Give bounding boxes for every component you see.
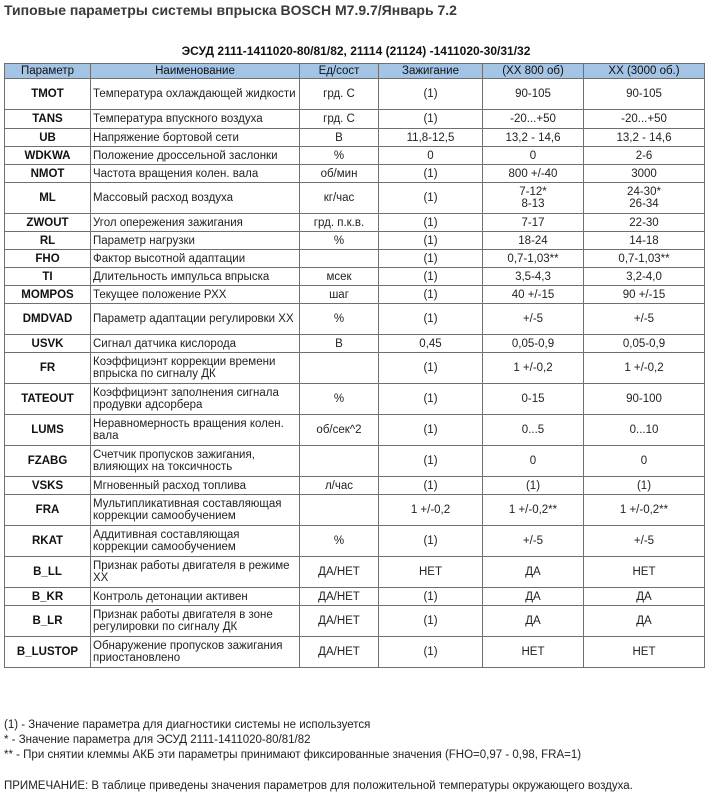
xx800-cell: 90-105 (483, 79, 584, 110)
param-cell: LUMS (5, 415, 91, 446)
unit-cell: об/сек^2 (300, 415, 379, 446)
name-cell: Фактор высотной адаптации (91, 250, 300, 268)
ignition-cell: (1) (379, 110, 483, 129)
name-cell: Температура охлаждающей жидкости (91, 79, 300, 110)
xx3000-cell: 22-30 (584, 214, 705, 232)
name-cell: Параметр нагрузки (91, 232, 300, 250)
ignition-cell: (1) (379, 415, 483, 446)
xx800-cell: -20...+50 (483, 110, 584, 129)
xx3000-cell: 1 +/-0,2** (584, 495, 705, 526)
unit-cell: ДА/НЕТ (300, 557, 379, 588)
xx800-cell: 0-15 (483, 384, 584, 415)
name-cell: Неравномерность вращения колен. вала (91, 415, 300, 446)
ignition-cell: (1) (379, 286, 483, 304)
name-cell: Мультипликативная составляющая коррекции самообучением (91, 495, 300, 526)
ignition-cell: 0 (379, 147, 483, 165)
param-cell: MOMPOS (5, 286, 91, 304)
unit-cell: В (300, 129, 379, 147)
ignition-cell: (1) (379, 183, 483, 214)
name-cell: Температура впускного воздуха (91, 110, 300, 129)
name-cell: Коэффициэнт коррекции времени впрыска по сигналу ДК (91, 353, 300, 384)
xx800-cell: 3,5-4,3 (483, 268, 584, 286)
xx800-cell: 1 +/-0,2** (483, 495, 584, 526)
name-cell: Угол опережения зажигания (91, 214, 300, 232)
table-row (5, 304, 705, 335)
name-cell: Массовый расход воздуха (91, 183, 300, 214)
ignition-cell: (1) (379, 165, 483, 183)
param-cell: B_KR (5, 588, 91, 606)
unit-cell (300, 353, 379, 384)
xx800-cell: ДА (483, 557, 584, 588)
table-row (5, 335, 705, 353)
unit-cell: ДА/НЕТ (300, 606, 379, 637)
unit-cell: шаг (300, 286, 379, 304)
table-header-row (5, 64, 705, 79)
xx3000-cell-line: 26-34 (629, 198, 659, 210)
ignition-cell: 0,45 (379, 335, 483, 353)
ignition-cell: (1) (379, 606, 483, 637)
xx800-cell: ДА (483, 606, 584, 637)
param-cell: FR (5, 353, 91, 384)
table-row (5, 110, 705, 129)
xx3000-cell: ДА (584, 588, 705, 606)
ignition-cell: (1) (379, 232, 483, 250)
table-row (5, 183, 705, 214)
param-cell: B_LUSTOP (5, 637, 91, 668)
ignition-cell: (1) (379, 477, 483, 495)
table-row (5, 557, 705, 588)
ignition-cell: (1) (379, 79, 483, 110)
table-row (5, 606, 705, 637)
table-subtitle: ЭСУД 2111-1411020-80/81/82, 21114 (21124) -1411020-30/31/32 (181, 44, 531, 58)
ignition-cell: (1) (379, 353, 483, 384)
name-cell: Текущее положение РХХ (91, 286, 300, 304)
parameters-table (4, 63, 705, 668)
xx3000-cell: 0,7-1,03** (584, 250, 705, 268)
unit-cell (300, 250, 379, 268)
xx3000-cell: НЕТ (584, 557, 705, 588)
param-cell: VSKS (5, 477, 91, 495)
xx800-cell: +/-5 (483, 526, 584, 557)
xx3000-cell: 3,2-4,0 (584, 268, 705, 286)
unit-cell: грд. п.к.в. (300, 214, 379, 232)
unit-cell (300, 495, 379, 526)
footnote-star: * - Значение параметра для ЭСУД 2111-1411020-80/81/82 (4, 734, 311, 746)
name-cell: Параметр адаптации регулировки ХХ (91, 304, 300, 335)
name-cell: Признак работы двигателя в режиме ХХ (91, 557, 300, 588)
param-cell: USVK (5, 335, 91, 353)
param-cell: UB (5, 129, 91, 147)
xx3000-cell: 90-100 (584, 384, 705, 415)
xx3000-cell: 0...10 (584, 415, 705, 446)
unit-cell: мсек (300, 268, 379, 286)
unit-cell: В (300, 335, 379, 353)
xx3000-cell: 1 +/-0,2 (584, 353, 705, 384)
unit-cell: % (300, 304, 379, 335)
xx800-cell: 0 (483, 446, 584, 477)
unit-cell: % (300, 147, 379, 165)
name-cell: Мгновенный расход топлива (91, 477, 300, 495)
param-cell: DMDVAD (5, 304, 91, 335)
xx3000-cell (584, 183, 705, 214)
unit-cell: об/мин (300, 165, 379, 183)
param-cell: WDKWA (5, 147, 91, 165)
ignition-cell: (1) (379, 446, 483, 477)
param-cell: TATEOUT (5, 384, 91, 415)
ignition-cell: 11,8-12,5 (379, 129, 483, 147)
param-cell: B_LL (5, 557, 91, 588)
header-xx800: (XX 800 об) (483, 64, 584, 79)
ignition-cell: (1) (379, 588, 483, 606)
ignition-cell: (1) (379, 304, 483, 335)
param-cell: TMOT (5, 79, 91, 110)
ignition-cell: (1) (379, 526, 483, 557)
param-cell: FRA (5, 495, 91, 526)
table-row (5, 353, 705, 384)
name-cell: Счетчик пропусков зажигания, влияющих на токсичность (91, 446, 300, 477)
xx3000-cell: -20...+50 (584, 110, 705, 129)
table-row (5, 232, 705, 250)
unit-cell: л/час (300, 477, 379, 495)
name-cell: Признак работы двигателя в зоне регулировки по сигналу ДК (91, 606, 300, 637)
xx3000-cell: ДА (584, 606, 705, 637)
table-row (5, 588, 705, 606)
unit-cell: % (300, 526, 379, 557)
xx800-cell: (1) (483, 477, 584, 495)
xx3000-cell: 3000 (584, 165, 705, 183)
page-title: Типовые параметры системы впрыска BOSCH M7.9.7/Январь 7.2 (4, 2, 457, 18)
unit-cell: ДА/НЕТ (300, 588, 379, 606)
param-cell: B_LR (5, 606, 91, 637)
param-cell: FZABG (5, 446, 91, 477)
xx3000-cell: +/-5 (584, 304, 705, 335)
table-row (5, 214, 705, 232)
xx3000-cell: НЕТ (584, 637, 705, 668)
unit-cell: кг/час (300, 183, 379, 214)
xx800-cell-line: 8-13 (521, 198, 545, 210)
unit-cell: грд. С (300, 79, 379, 110)
ignition-cell: (1) (379, 637, 483, 668)
unit-cell: ДА/НЕТ (300, 637, 379, 668)
table-row (5, 147, 705, 165)
name-cell: Сигнал датчика кислорода (91, 335, 300, 353)
xx800-cell: 800 +/-40 (483, 165, 584, 183)
param-cell: TANS (5, 110, 91, 129)
table-row (5, 446, 705, 477)
table-row (5, 526, 705, 557)
table-row (5, 286, 705, 304)
unit-cell: % (300, 384, 379, 415)
footnotes (4, 718, 581, 763)
unit-cell: % (300, 232, 379, 250)
xx3000-cell: (1) (584, 477, 705, 495)
table-row (5, 384, 705, 415)
name-cell: Длительность импульса впрыска (91, 268, 300, 286)
unit-cell: грд. С (300, 110, 379, 129)
name-cell: Положение дроссельной заслонки (91, 147, 300, 165)
xx800-cell: 0,7-1,03** (483, 250, 584, 268)
table-row (5, 477, 705, 495)
table-row (5, 495, 705, 526)
table-row (5, 637, 705, 668)
header-unit: Ед/сост (300, 64, 379, 79)
name-cell: Обнаружение пропусков зажигания приостановлено (91, 637, 300, 668)
xx3000-cell: 14-18 (584, 232, 705, 250)
xx800-cell: 7-17 (483, 214, 584, 232)
xx3000-cell: 2-6 (584, 147, 705, 165)
note: ПРИМЕЧАНИЕ: В таблице приведены значения параметров для положительной температуры окружающего воздуха. (4, 780, 633, 792)
header-param: Параметр (5, 64, 91, 79)
param-cell: ZWOUT (5, 214, 91, 232)
name-cell: Коэффициэнт заполнения сигнала продувки адсорбера (91, 384, 300, 415)
ignition-cell: (1) (379, 214, 483, 232)
xx800-cell: 0...5 (483, 415, 584, 446)
param-cell: NMOT (5, 165, 91, 183)
ignition-cell: 1 +/-0,2 (379, 495, 483, 526)
xx800-cell: 40 +/-15 (483, 286, 584, 304)
xx800-cell: +/-5 (483, 304, 584, 335)
name-cell: Напряжение бортовой сети (91, 129, 300, 147)
header-xx3000: XX (3000 об.) (584, 64, 705, 79)
xx3000-cell-line: 24-30* (627, 186, 661, 198)
xx3000-cell: 0,05-0,9 (584, 335, 705, 353)
xx3000-cell: 90-105 (584, 79, 705, 110)
param-cell: TI (5, 268, 91, 286)
name-cell: Аддитивная составляющая коррекции самообучением (91, 526, 300, 557)
xx800-cell: 13,2 - 14,6 (483, 129, 584, 147)
param-cell: RL (5, 232, 91, 250)
table-row (5, 268, 705, 286)
table-row (5, 250, 705, 268)
ignition-cell: (1) (379, 384, 483, 415)
table-row (5, 79, 705, 110)
ignition-cell: (1) (379, 250, 483, 268)
table-row (5, 129, 705, 147)
unit-cell (300, 446, 379, 477)
table-row (5, 165, 705, 183)
xx3000-cell: 13,2 - 14,6 (584, 129, 705, 147)
xx800-cell: ДА (483, 588, 584, 606)
xx3000-cell: 0 (584, 446, 705, 477)
xx800-cell: 0 (483, 147, 584, 165)
xx800-cell: НЕТ (483, 637, 584, 668)
xx800-cell: 1 +/-0,2 (483, 353, 584, 384)
xx800-cell-line: 7-12* (519, 186, 547, 198)
param-cell: FHO (5, 250, 91, 268)
header-ignition: Зажигание (379, 64, 483, 79)
xx3000-cell: 90 +/-15 (584, 286, 705, 304)
xx800-cell: 18-24 (483, 232, 584, 250)
name-cell: Частота вращения колен. вала (91, 165, 300, 183)
ignition-cell: НЕТ (379, 557, 483, 588)
param-cell: RKAT (5, 526, 91, 557)
header-name: Наименование (91, 64, 300, 79)
name-cell: Контроль детонации активен (91, 588, 300, 606)
param-cell: ML (5, 183, 91, 214)
xx800-cell (483, 183, 584, 214)
table-row (5, 415, 705, 446)
xx800-cell: 0,05-0,9 (483, 335, 584, 353)
footnote-1: (1) - Значение параметра для диагностики системы не используется (4, 719, 371, 731)
footnote-double-star: ** - При снятии клеммы АКБ эти параметры принимают фиксированные значения (FHO=0,97 - 0,98, FRA=1) (4, 749, 582, 761)
ignition-cell: (1) (379, 268, 483, 286)
xx3000-cell: +/-5 (584, 526, 705, 557)
